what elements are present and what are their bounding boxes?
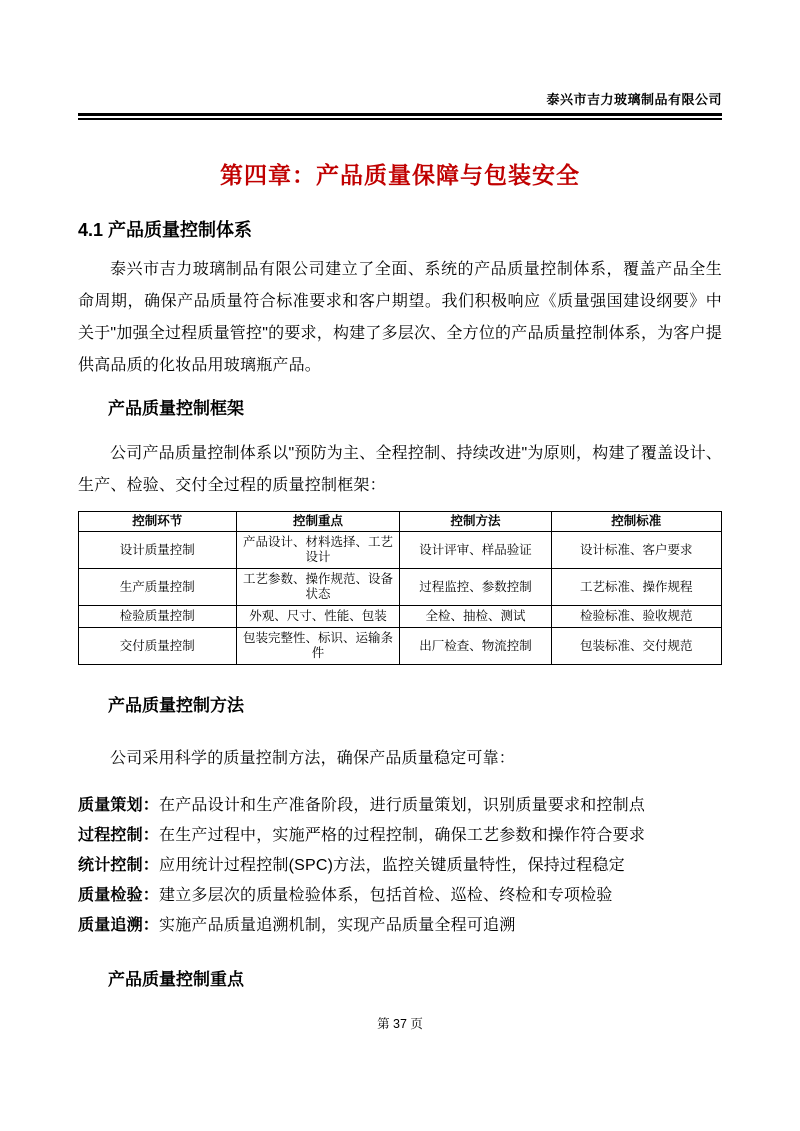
page-footer — [0, 1016, 800, 1032]
table-header-cell: 控制环节 — [79, 512, 237, 532]
page-header — [78, 92, 722, 120]
method-label: 过程控制： — [78, 827, 160, 844]
framework-intro-paragraph: 公司产品质量控制体系以"预防为主、全程控制、持续改进"为原则，构建了覆盖设计、生产、检验、交付全过程的质量控制框架： — [78, 445, 722, 494]
table-cell: 交付质量控制 — [79, 628, 237, 665]
list-item — [78, 851, 722, 881]
table-cell: 设计评审、样品验证 — [400, 532, 551, 569]
table-row — [79, 628, 722, 665]
method-label: 质量策划： — [78, 797, 160, 814]
method-text: 在生产过程中，实施严格的过程控制，确保工艺参数和操作符合要求 — [159, 827, 646, 844]
method-text: 应用统计过程控制(SPC)方法，监控关键质量特性，保持过程稳定 — [159, 857, 625, 874]
list-item — [78, 791, 722, 821]
quality-control-table — [78, 511, 722, 665]
page-number: 第 37 页 — [377, 1017, 423, 1031]
table-cell: 出厂检查、物流控制 — [400, 628, 551, 665]
method-text: 在产品设计和生产准备阶段，进行质量策划，识别质量要求和控制点 — [159, 797, 646, 814]
framework-heading: 产品质量控制框架 — [108, 399, 244, 418]
table-cell: 检验质量控制 — [79, 606, 237, 628]
table-cell: 生产质量控制 — [79, 569, 237, 606]
table-row — [79, 569, 722, 606]
section-intro-paragraph: 泰兴市吉力玻璃制品有限公司建立了全面、系统的产品质量控制体系，覆盖产品全生命周期，确保产品质量符合标准要求和客户期望。我们积极响应《质量强国建设纲要》中关于"加强全过程质量管控"的要求，构建了多层次、全方位的产品质量控制体系，为客户提供高品质的化妆品用玻璃瓶产品。 — [78, 261, 722, 374]
company-name: 泰兴市吉力玻璃制品有限公司 — [546, 92, 722, 107]
table-cell: 工艺标准、操作规程 — [551, 569, 721, 606]
methods-intro-paragraph: 公司采用科学的质量控制方法，确保产品质量稳定可靠： — [110, 750, 516, 767]
table-cell: 外观、尺寸、性能、包装 — [236, 606, 400, 628]
table-cell: 包装标准、交付规范 — [551, 628, 721, 665]
method-text: 建立多层次的质量检验体系，包括首检、巡检、终检和专项检验 — [159, 887, 613, 904]
list-item — [78, 881, 722, 911]
table-cell: 全检、抽检、测试 — [400, 606, 551, 628]
table-cell: 检验标准、验收规范 — [551, 606, 721, 628]
table-header-row — [79, 512, 722, 532]
method-label: 质量检验： — [78, 887, 160, 904]
table-cell: 设计质量控制 — [79, 532, 237, 569]
table-header-cell: 控制标准 — [551, 512, 721, 532]
method-label: 质量追溯： — [78, 917, 160, 934]
section-heading: 4.1 产品质量控制体系 — [78, 220, 253, 240]
list-item — [78, 911, 722, 941]
table-header-cell: 控制重点 — [236, 512, 400, 532]
table-header-cell: 控制方法 — [400, 512, 551, 532]
table-cell: 包装完整性、标识、运输条件 — [236, 628, 400, 665]
table-row — [79, 532, 722, 569]
table-cell: 设计标准、客户要求 — [551, 532, 721, 569]
table-cell: 工艺参数、操作规范、设备状态 — [236, 569, 400, 606]
method-list — [78, 791, 722, 941]
list-item — [78, 821, 722, 851]
method-text: 实施产品质量追溯机制，实现产品质量全程可追溯 — [159, 917, 516, 934]
method-label: 统计控制： — [78, 857, 160, 874]
table-row — [79, 606, 722, 628]
methods-heading: 产品质量控制方法 — [108, 696, 244, 715]
chapter-title: 第四章：产品质量保障与包装安全 — [220, 162, 580, 188]
keypoints-heading: 产品质量控制重点 — [108, 970, 244, 989]
table-cell: 产品设计、材料选择、工艺设计 — [236, 532, 400, 569]
table-cell: 过程监控、参数控制 — [400, 569, 551, 606]
header-rule — [78, 113, 722, 120]
